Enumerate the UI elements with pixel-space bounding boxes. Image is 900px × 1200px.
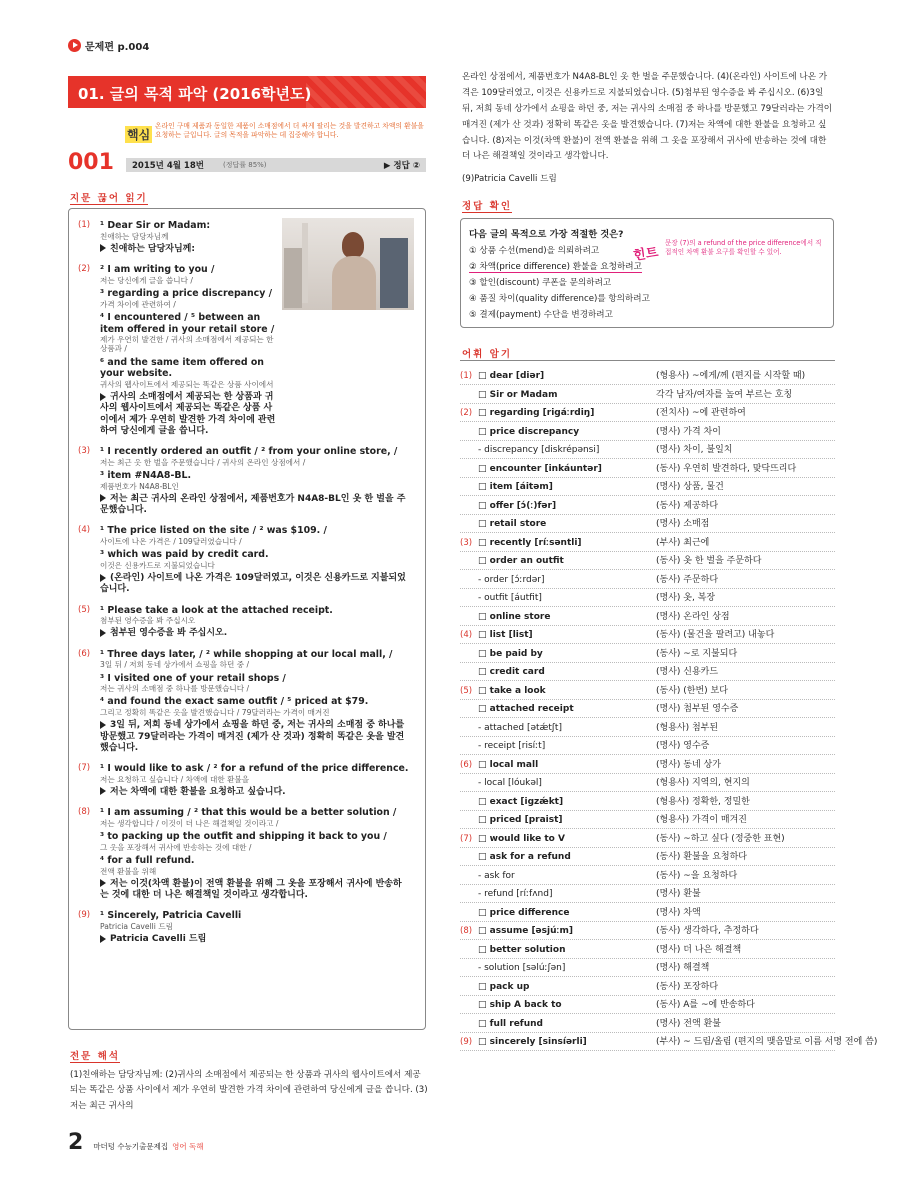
vocab-word: - order [ɔ́ːrdər] [478,574,545,585]
summary-line: 3일 뒤, 저희 동네 상가에서 쇼핑을 하던 중, 저는 귀사의 소매점 중 하나를 방문했고 79달러라는 가격이 매겨진 (제가 산 것과) 정확히 똑같은 옷을 발견했습니다. [100,720,405,753]
answer-check-title: 정답 확인 [462,201,513,212]
vocab-meaning: (형용사) 지역의, 현지의 [656,778,750,788]
vocab-row [460,978,835,996]
vocab-row [460,589,835,607]
vocab-meaning: (동사) 생각하다, 추정하다 [656,926,759,936]
english-line: ² I am writing to you / [100,264,215,276]
arrow-icon [100,244,106,252]
english-line: ⁴ I encountered / ⁵ between an item offered in your retail store / [100,311,275,335]
vocab-meaning: (형용사) 첨부된 [656,722,719,733]
vocab-word: □ encounter [inkáuntər] [478,463,602,474]
question-date: 2015년 4월 18번 [132,161,204,171]
vocab-row [460,1033,878,1051]
question-answer: ▶ 정답 ② [383,161,420,171]
quiz-option[interactable]: ① 상품 수선(mend)을 의뢰하려고 [469,246,600,256]
quiz-option[interactable]: ② 차액(price difference) 환불을 요청하려고 [469,259,669,275]
vocab-row [460,571,835,589]
vocab-word: □ full refund [478,1018,543,1029]
korean-line: 이것은 신용카드로 지불되었습니다 [100,560,215,570]
translation-sign: (9)Patricia Cavelli 드림 [462,174,557,184]
korean-line: 저는 최근 옷 한 벌을 주문했습니다 / 귀사의 온라인 상점에서 / [100,457,306,467]
vocab-word: - receipt [risíːt] [478,741,546,751]
vocab-word: - outfit [áutfit] [478,593,542,603]
page-number: 2 [68,1130,84,1155]
vocab-word: □ better solution [478,944,566,955]
translation-left: (1)친애하는 담당자님께: (2)귀사의 소매점에서 제공되는 한 상품과 귀사의 웹사이트에서 제공되는 똑같은 상품 사이에서 제가 우연히 발견한 가격 차이에 관련하여 당신에게 글을 씁니다. (3)저는 최근 귀사의 [70,1070,428,1111]
arrow-icon [100,574,106,582]
english-line: ³ I visited one of your retail shops / [100,672,286,684]
summary-line: (온라인) 사이트에 나온 가격은 109달러였고, 이것은 신용카드로 지불되었습니다. [100,573,406,595]
vocab-meaning: (동사) A를 ~에 반송하다 [656,1000,755,1010]
vocab-list [460,360,878,1100]
summary-line: 저는 이것(차액 환불)이 전액 환불을 위해 그 옷을 포장해서 귀사에 반송하는 것에 대한 더 나은 해결책일 것이라고 생각합니다. [100,878,402,900]
english-line: ³ which was paid by credit card. [100,549,269,561]
vocab-number: (9) [460,1037,473,1047]
english-line: ¹ Dear Sir or Madam: [100,220,211,231]
translation-right: 온라인 상점에서, 제품번호가 N4A8-BL인 옷 한 벌을 주문했습니다. (4)(온라인) 사이트에 나온 가격은 109달러였고, 이것은 신용카드로 지불되었습니다. (5)첨부된 영수증을 봐 주십시오. (6)3일 뒤, 저희 동네 상가에서 쇼핑을 하던 중, 저는 귀사의 소매점 중 하나를 방문했고 79달러라는 가격이 매겨진 (제가 산 것과) 정확히 똑같은 옷을 발견했습니다. (7)저는 차액에 대한 환불을 요청하고 싶습니다. (8)저는 이것(차액 환불)이 전액 환불을 위해 그 옷을 포장해서 귀사에 반송하는 것에 대한 더 나은 해결책일 것이라고 생각합니다. [462,72,833,162]
reading-paragraph [78,525,410,595]
vocab-row [460,830,835,848]
vocab-row [460,922,835,940]
english-line: ³ to packing up the outfit and shipping it back to you / [100,831,387,842]
paragraph-number: (4) [78,525,91,536]
vocab-row [460,663,835,681]
vocab-word: □ ship A back to [478,1000,562,1010]
vocab-row [460,367,835,385]
vocab-word: □ assume [əsjúːm] [478,926,574,936]
summary-line: 저는 최근 귀사의 온라인 상점에서, 제품번호가 N4A8-BL인 옷 한 벌을 주문했습니다. [100,493,406,516]
vocab-meaning: (명사) 신용카드 [656,667,719,677]
vocab-row [460,719,835,737]
paragraph-number: (7) [78,763,91,774]
vocab-meaning: (동사) ~을 요청하다 [656,870,738,881]
korean-line: Patricia Cavelli 드림 [100,921,173,931]
arrow-icon [100,935,106,943]
vocab-row [460,867,835,885]
vocab-row [460,941,835,959]
vocab-row [460,774,835,792]
vocab-word: □ order an outfit [478,556,564,566]
paragraph-number: (3) [78,446,91,457]
vocab-word: - solution [səlúːʃən] [478,963,566,973]
vocab-meaning: (명사) 더 나은 해결책 [656,944,742,955]
vocab-meaning: (형용사) ~에게/께 (편지를 시작할 때) [656,371,806,381]
vocab-number: (5) [460,685,473,696]
vocab-meaning: (동사) ~하고 싶다 (정중한 표현) [656,833,785,844]
vocab-word: □ take a look [478,685,546,696]
vocab-meaning: (명사) 차이, 불일치 [656,445,733,455]
footer [68,1130,204,1155]
vocab-row [460,1015,835,1033]
vocab-word: - refund [ríːfʌnd] [478,889,553,899]
title-bar [68,76,426,108]
korean-line: 저는 요청하고 싶습니다 / 차액에 대한 환불을 [100,774,250,784]
english-line: ⁶ and the same item offered on your website. [100,356,264,380]
vocab-number: (6) [460,759,473,770]
quiz-question: 다음 글의 목적으로 가장 적절한 것은? [469,229,624,240]
korean-line: 그 옷을 포장해서 귀사에 반송하는 것에 대한 / [100,842,252,852]
english-line: ¹ I am assuming / ² that this would be a better solution / [100,807,397,819]
vocab-word: □ be paid by [478,648,543,659]
core-tag: 핵심 [127,128,151,142]
vocab-row [460,737,835,755]
vocab-meaning: 각각 남자/여자를 높여 부르는 호칭 [656,389,793,400]
reading-paragraph [78,264,278,437]
vocab-word: □ local mall [478,759,539,770]
header-label: 문제편 p.004 [85,42,150,53]
korean-line: 제품번호가 N4A8-BL인 [100,481,179,491]
summary-line: 첨부된 영수증을 봐 주십시오. [100,628,410,639]
quiz-option[interactable]: ③ 할인(discount) 쿠폰을 문의하려고 [469,278,612,288]
vocab-row [460,700,835,718]
vocab-word: □ list [list] [478,630,533,640]
reading-content [78,218,420,954]
vocab-row [460,441,835,459]
vocab-row [460,386,835,404]
question-header [68,150,426,176]
reading-paragraph [78,605,410,640]
vocab-meaning: (동사) 옷 한 벌을 주문하다 [656,556,762,566]
vocab-number: (4) [460,630,473,640]
vocab-row [460,608,835,626]
question-number: 001 [68,150,114,175]
vocab-row [460,478,835,496]
vocab-row [460,460,835,478]
vocab-meaning: (명사) 온라인 상점 [656,611,730,622]
vocab-title: 어휘 암기 [462,349,513,360]
english-line: ¹ I recently ordered an outfit / ² from your online store, / [100,446,398,458]
reading-paragraph [78,649,410,754]
reading-paragraph [78,220,278,255]
english-line: ³ item #N4A8-BL. [100,470,192,482]
vocab-row [460,793,835,811]
korean-line: 저는 귀사의 소매점 중 하나를 방문했습니다 / [100,684,250,694]
vocab-meaning: (형용사) 가격이 매겨진 [656,815,747,825]
vocab-meaning: (동사) 포장하다 [656,981,719,992]
vocab-row [460,885,835,903]
reading-paragraph [78,807,410,901]
vocab-word: □ ask for a refund [478,852,571,862]
vocab-row [460,423,835,441]
reading-paragraph [78,910,410,945]
vocab-number: (1) [460,371,473,381]
vocab-word: □ regarding [rigáːrdiŋ] [478,408,595,418]
vocab-row [460,996,835,1014]
vocab-meaning: (동사) 제공하다 [656,500,719,511]
english-line: ¹ The price listed on the site / ² was $109. / [100,525,327,537]
vocab-number: (2) [460,408,473,418]
paragraph-number: (6) [78,648,91,659]
reading-paragraph [78,763,410,798]
vocab-number: (8) [460,926,473,936]
vocab-number: (3) [460,537,473,548]
paragraph-number: (9) [78,910,91,921]
vocab-word: - ask for [478,870,515,881]
vocab-meaning: (부사) ~ 드림/올림 (편지의 맺음말로 이름 서명 전에 씀) [656,1037,878,1047]
vocab-row [460,959,835,977]
english-line: ³ regarding a price discrepancy / [100,287,273,299]
quiz-option[interactable]: ⑤ 결제(payment) 수단을 변경하려고 [469,310,613,320]
korean-line: 귀사의 웹사이트에서 제공되는 똑같은 상품 사이에서 [100,380,274,390]
vocab-word: □ retail store [478,519,547,529]
quiz-box [460,218,834,328]
vocab-row [460,904,835,922]
question-rate: (정답률 85%) [223,161,267,169]
vocab-row [460,626,835,644]
korean-line: 저는 당신에게 글을 씁니다 / [100,275,193,285]
vocab-word: □ sincerely [sinsíərli] [478,1037,587,1047]
vocab-meaning: (명사) 환불 [656,889,701,899]
page-header [68,38,149,53]
english-line: ⁴ for a full refund. [100,854,195,866]
korean-line: 가격 차이에 관련하여 / [100,299,176,309]
vocab-word: - discrepancy [diskrépənsi] [478,445,600,455]
korean-line: 전액 환불을 위해 [100,866,157,876]
vocab-word: □ credit card [478,667,545,677]
summary-line: Patricia Cavelli 드림 [100,934,410,945]
arrow-icon [100,787,106,795]
quiz-option[interactable]: ④ 품질 차이(quality difference)를 항의하려고 [469,294,650,304]
vocab-meaning: (부사) 최근에 [656,537,710,548]
vocab-word: □ exact [igzǽkt] [478,796,564,807]
korean-line: 3일 뒤 / 저희 동네 상가에서 쇼핑을 하던 중 / [100,660,250,670]
hint-text: 문장 (7)의 a refund of the price difference에서 직접적인 차액 환불 요구를 확인할 수 있어. [665,239,822,256]
arrow-icon [100,879,106,887]
english-line: ¹ Please take a look at the attached receipt. [100,604,333,616]
arrow-icon [100,629,106,637]
vocab-meaning: (명사) 동네 상가 [656,759,721,770]
vocab-word: □ recently [ríːsəntli] [478,537,582,548]
vocab-meaning: (명사) 가격 차이 [656,426,721,437]
vocab-meaning: (명사) 소매점 [656,519,710,529]
book-subject: 영어 독해 [172,1142,204,1151]
arrow-icon [100,721,106,729]
reading-section-title: 지문 끊어 읽기 [70,193,148,204]
korean-line: 사이트에 나온 가격은 / 109달러였습니다 / [100,537,242,547]
vocab-row [460,756,835,774]
vocab-row [460,848,835,866]
english-line: ⁴ and found the exact same outfit / ⁵ priced at $79. [100,696,369,708]
vocab-word: □ attached receipt [478,704,574,714]
vocab-word: □ price discrepancy [478,426,580,437]
vocab-number: (7) [460,833,473,844]
summary-line: 저는 차액에 대한 환불을 요청하고 싶습니다. [100,787,410,798]
vocab-word: □ dear [diər] [478,371,545,381]
korean-line: 친애하는 담당자님께 [100,231,169,241]
vocab-row [460,552,835,570]
korean-line: 첨부된 영수증을 봐 주십시오 [100,616,196,626]
english-line: ¹ I would like to ask / ² for a refund of the price difference. [100,763,409,775]
vocab-row [460,682,835,700]
korean-line: 그리고 정확히 똑같은 옷을 발견했습니다 / 79달러라는 가격이 매겨진 [100,708,330,718]
paragraph-number: (1) [78,220,91,230]
vocab-meaning: (형용사) 정확한, 정밀한 [656,796,750,807]
vocab-meaning: (명사) 영수증 [656,741,710,751]
core-text: 온라인 구매 제품과 동일한 제품이 소매점에서 더 싸게 팔리는 것을 발견하고 차액의 환불을 요청하는 글입니다. 글의 목적을 파악하는 데 집중해야 합니다. [155,122,424,140]
vocab-word: □ pack up [478,981,530,992]
summary-line: 귀사의 소매점에서 제공되는 한 상품과 귀사의 웹사이트에서 제공되는 똑같은 상품 사이에서 제가 우연히 발견한 가격 차이에 관련하여 당신에게 글을 씁니다. [100,392,276,436]
english-line: ¹ Three days later, / ² while shopping at our local mall, / [100,648,393,660]
vocab-word: □ price difference [478,907,570,918]
vocab-row [460,811,835,829]
paragraph-number: (5) [78,604,91,615]
vocab-meaning: (명사) 첨부된 영수증 [656,704,739,714]
korean-line: 제가 우연히 발견한 / 귀사의 소매점에서 제공되는 한 상품과 / [100,335,274,354]
title-text: 01. 글의 목적 파악 (2016학년도) [78,85,312,103]
vocab-meaning: (동사) 우연히 발견하다, 맞닥뜨리다 [656,463,797,474]
vocab-word: □ Sir or Madam [478,389,558,400]
vocab-row [460,515,835,533]
vocab-meaning: (동사) ~로 지불되다 [656,648,738,659]
vocab-row [460,534,835,552]
hint-tag: 힌트 [632,245,660,264]
paragraph-number: (8) [78,807,91,818]
paragraph-number: (2) [78,264,91,275]
vocab-row [460,497,835,515]
translation-section-title: 전문 해석 [70,1051,121,1062]
vocab-word: □ online store [478,611,551,622]
vocab-word: □ item [áitəm] [478,482,553,492]
vocab-word: □ priced [praist] [478,815,563,825]
arrow-icon [100,494,106,502]
english-line: ¹ Sincerely, Patricia Cavelli [100,910,242,922]
vocab-meaning: (명사) 해결책 [656,963,710,973]
vocab-meaning: (동사) (한번) 보다 [656,685,728,696]
vocab-meaning: (명사) 차액 [656,907,701,918]
book-title: 마더텅 수능기출문제집 [93,1142,169,1151]
vocab-row [460,645,835,663]
vocab-meaning: (전치사) ~에 관련하여 [656,408,746,418]
vocab-word: - local [lóukəl] [478,778,542,788]
vocab-meaning: (동사) (물건을 팔려고) 내놓다 [656,630,775,640]
vocab-meaning: (명사) 상품, 물건 [656,482,724,492]
vocab-word: - attached [ətǽtʃt] [478,722,562,733]
arrow-icon [100,393,106,401]
korean-line: 저는 생각합니다 / 이것이 더 나은 해결책일 것이라고 / [100,818,279,828]
vocab-meaning: (동사) 환불을 요청하다 [656,852,747,862]
vocab-word: □ offer [ɔ́(ː)fər] [478,500,557,511]
reading-paragraph [78,446,410,516]
vocab-meaning: (명사) 옷, 복장 [656,593,716,603]
vocab-word: □ would like to V [478,833,565,844]
summary-line: 친애하는 담당자님께: [100,244,278,255]
play-icon [68,39,81,52]
vocab-row [460,404,835,422]
vocab-meaning: (동사) 주문하다 [656,574,719,585]
vocab-meaning: (명사) 전액 환불 [656,1018,721,1029]
